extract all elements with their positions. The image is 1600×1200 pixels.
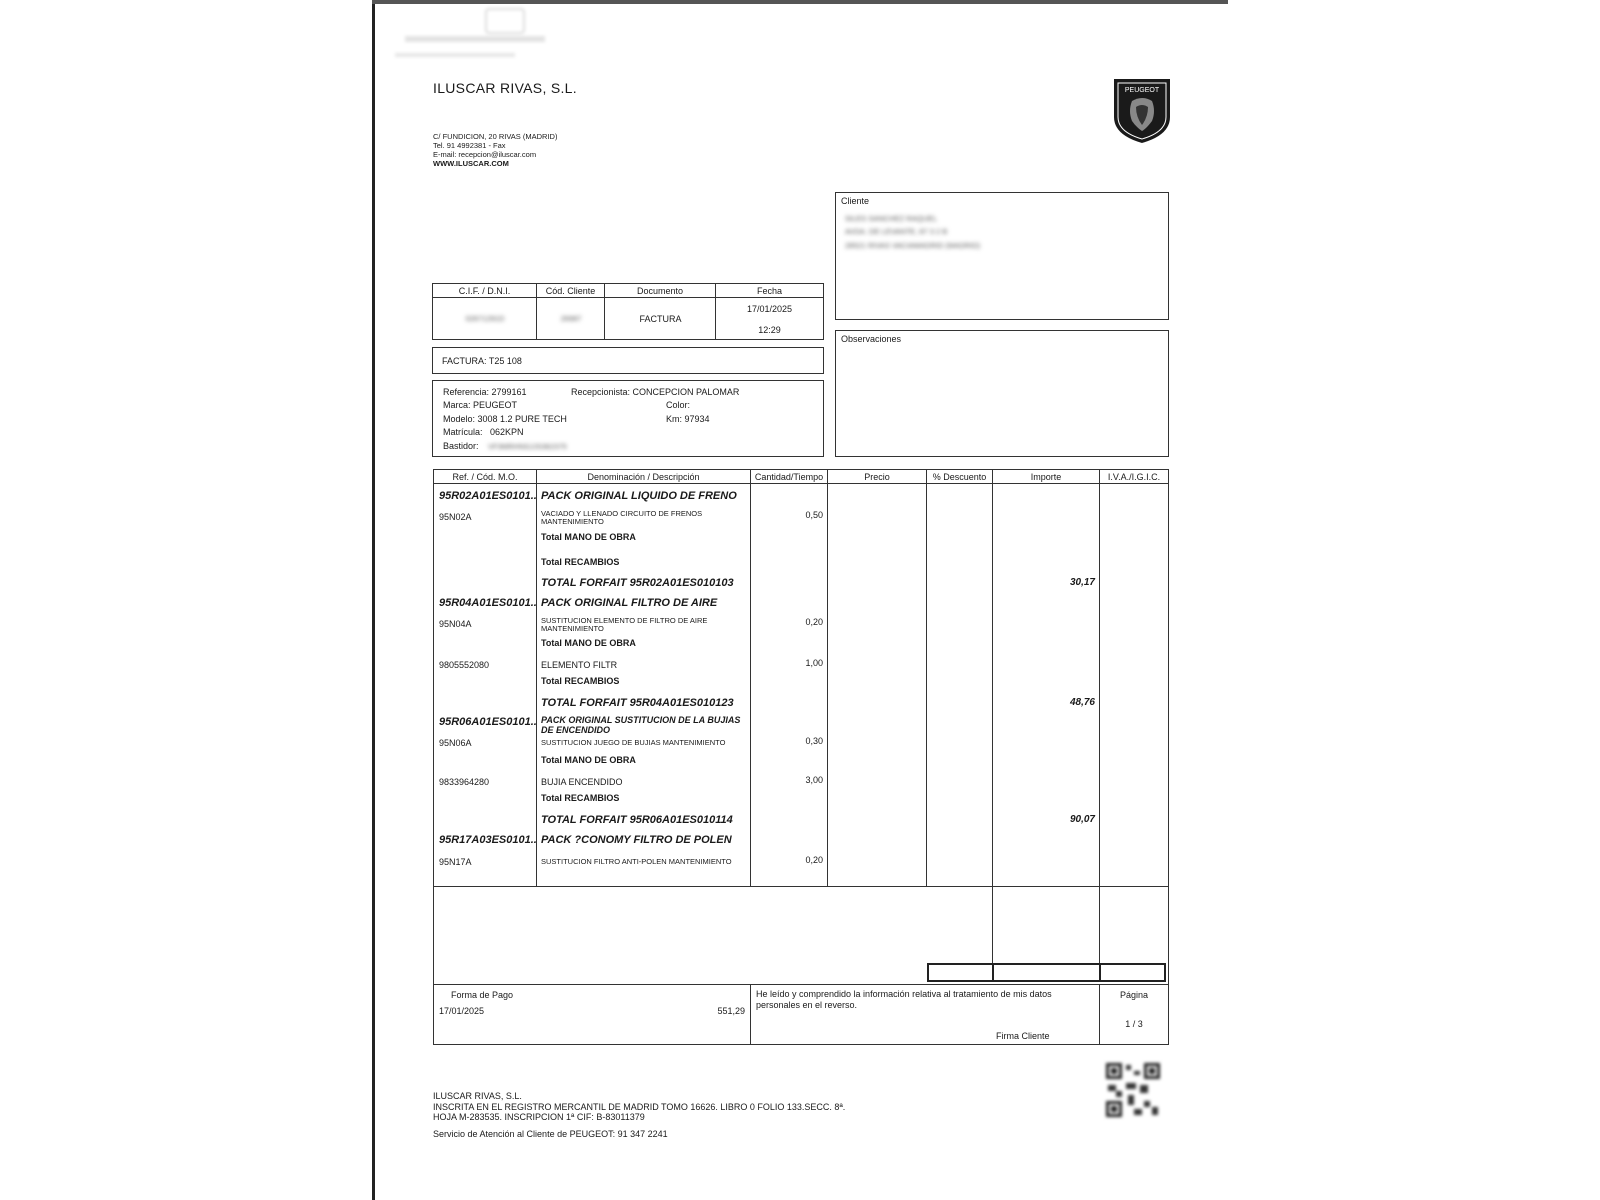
row-ref: 95N06A bbox=[439, 738, 472, 748]
document-value: FACTURA bbox=[639, 314, 682, 324]
page-label: Página bbox=[1119, 990, 1149, 1000]
row-desc: Total MANO DE OBRA bbox=[541, 755, 636, 765]
row-desc: TOTAL FORFAIT 95R02A01ES010103 bbox=[541, 577, 734, 589]
client-city: 28521 RIVAS VACIAMADRID (MADRID) bbox=[845, 241, 981, 250]
row-ref: 95R02A01ES0101.. bbox=[439, 490, 537, 502]
row-importe: 90,07 bbox=[1069, 814, 1095, 825]
row-desc: Total RECAMBIOS bbox=[541, 793, 620, 803]
vehicle-bastidor-value: VF3MRHNSJJS362375 bbox=[488, 442, 567, 451]
vehicle-color: Color: bbox=[666, 400, 691, 410]
faded-stamp bbox=[385, 8, 555, 68]
header-client-code: Cód. Cliente bbox=[537, 284, 605, 298]
document-info-table bbox=[432, 283, 824, 340]
vehicle-box bbox=[432, 380, 824, 457]
row-desc: PACK ORIGINAL SUSTITUCION DE LA BUJIAS DE ENCENDIDO bbox=[541, 715, 741, 735]
date-value: 17/01/2025 bbox=[746, 304, 793, 314]
payment-label: Forma de Pago bbox=[451, 990, 514, 1000]
observations-label: Observaciones bbox=[841, 334, 902, 344]
col-header-discount: % Descuento bbox=[927, 470, 993, 484]
row-desc: Total RECAMBIOS bbox=[541, 676, 620, 686]
paper-left-edge bbox=[372, 0, 375, 1200]
header-cif: C.I.F. / D.N.I. bbox=[433, 284, 537, 298]
company-email: E-mail: recepcion@iluscar.com bbox=[433, 150, 537, 159]
legal-company: ILUSCAR RIVAS, S.L. bbox=[433, 1091, 522, 1101]
client-code-value: 26987 bbox=[560, 314, 582, 323]
invoice-number-box bbox=[432, 347, 824, 374]
company-address: C/ FUNDICION, 20 RIVAS (MADRID) bbox=[433, 132, 558, 141]
privacy-text: He leído y comprendido la información relativa al tratamiento de mis datos personales en el reverso. bbox=[756, 989, 1052, 1010]
row-ref: 95N02A bbox=[439, 512, 472, 522]
row-desc: PACK ORIGINAL LIQUIDO DE FRENO bbox=[541, 490, 737, 502]
vehicle-referencia: Referencia: 2799161 bbox=[443, 387, 527, 397]
row-desc: SUSTITUCION JUEGO DE BUJIAS MANTENIMIENTO bbox=[541, 738, 726, 747]
col-header-importe: Importe bbox=[993, 470, 1100, 484]
client-name: SILES SANCHEZ RAQUEL bbox=[845, 214, 938, 223]
row-ref: 95R04A01ES0101.. bbox=[439, 597, 537, 609]
row-ref: 9833964280 bbox=[439, 777, 490, 787]
observations-box bbox=[835, 330, 1169, 457]
vehicle-matricula-label: Matrícula: bbox=[443, 427, 483, 437]
company-name: ILUSCAR RIVAS, S.L. bbox=[433, 80, 577, 96]
row-desc: Total MANO DE OBRA bbox=[541, 532, 636, 542]
row-importe: 30,17 bbox=[1069, 577, 1095, 588]
row-desc: PACK ORIGINAL FILTRO DE AIRE bbox=[541, 597, 718, 609]
row-qty: 1,00 bbox=[805, 658, 823, 668]
legal-registry: INSCRITA EN EL REGISTRO MERCANTIL DE MADRID TOMO 16626. LIBRO 0 FOLIO 133.SECC. 8ª. bbox=[433, 1102, 846, 1112]
qr-code bbox=[1104, 1061, 1162, 1119]
row-desc: BUJIA ENCENDIDO bbox=[541, 777, 623, 787]
col-header-iva: I.V.A./I.G.I.C. bbox=[1107, 472, 1161, 482]
row-qty: 0,20 bbox=[805, 855, 823, 865]
vehicle-matricula-value: 062KPN bbox=[490, 427, 524, 437]
vehicle-recepcionista: Recepcionista: CONCEPCION PALOMAR bbox=[571, 387, 740, 397]
time-value: 12:29 bbox=[758, 325, 781, 335]
header-document: Documento bbox=[605, 284, 716, 298]
company-phone: Tel. 91 4992381 - Fax bbox=[433, 141, 506, 150]
payment-date: 17/01/2025 bbox=[439, 1006, 485, 1016]
header-date: Fecha bbox=[756, 286, 782, 296]
row-qty: 0,20 bbox=[805, 617, 823, 627]
cif-value: 02671291D bbox=[465, 314, 505, 323]
row-ref: 95R06A01ES0101.. bbox=[439, 716, 537, 728]
vehicle-km: Km: 97934 bbox=[666, 414, 710, 424]
vehicle-marca: Marca: PEUGEOT bbox=[443, 400, 518, 410]
legal-inscription: HOJA M-283535. INSCRIPCION 1ª CIF: B-83011379 bbox=[433, 1112, 645, 1122]
row-qty: 0,50 bbox=[805, 510, 823, 520]
company-web: WWW.ILUSCAR.COM bbox=[433, 159, 509, 168]
row-desc: VACIADO Y LLENADO CIRCUITO DE FRENOS MANTENIMIENTO bbox=[541, 509, 703, 526]
page-value: 1 / 3 bbox=[1125, 1019, 1143, 1029]
payment-amount: 551,29 bbox=[717, 1006, 745, 1016]
signature-label: Firma Cliente bbox=[996, 1031, 1050, 1041]
row-desc: SUSTITUCION FILTRO ANTI-POLEN MANTENIMIENTO bbox=[541, 857, 732, 866]
logo-text: PEUGEOT bbox=[1124, 87, 1160, 94]
peugeot-logo bbox=[1110, 77, 1174, 145]
row-desc: ELEMENTO FILTR bbox=[541, 660, 618, 670]
col-header-ref: Ref. / Cód. M.O. bbox=[434, 470, 537, 484]
row-ref: 9805552080 bbox=[439, 660, 490, 670]
col-header-price: Precio bbox=[828, 470, 927, 484]
col-header-quantity: Cantidad/Tiempo bbox=[751, 470, 828, 484]
legal-customer-service: Servicio de Atención al Cliente de PEUGEOT: 91 347 2241 bbox=[433, 1129, 668, 1139]
row-desc: SUSTITUCION ELEMENTO DE FILTRO DE AIRE MANTENIMIENTO bbox=[541, 616, 708, 633]
row-ref: 95R17A03ES0101.. bbox=[439, 834, 537, 846]
row-importe: 48,76 bbox=[1069, 697, 1095, 708]
paper-top-edge bbox=[372, 0, 1228, 4]
client-label: Cliente bbox=[841, 196, 870, 206]
row-desc: PACK ?CONOMY FILTRO DE POLEN bbox=[541, 834, 732, 846]
row-ref: 95N04A bbox=[439, 619, 472, 629]
col-header-description: Denominación / Descripción bbox=[537, 470, 751, 484]
row-qty: 3,00 bbox=[805, 775, 823, 785]
row-desc: Total RECAMBIOS bbox=[541, 557, 620, 567]
items-table bbox=[433, 469, 1169, 1045]
row-qty: 0,30 bbox=[805, 736, 823, 746]
invoice-number: FACTURA: T25 108 bbox=[442, 356, 522, 366]
client-address: AVDA. DE LEVANTE, 87 3 2 B bbox=[845, 227, 948, 236]
row-ref: 95N17A bbox=[439, 857, 472, 867]
vehicle-modelo: Modelo: 3008 1.2 PURE TECH bbox=[443, 414, 567, 424]
row-desc: TOTAL FORFAIT 95R04A01ES010123 bbox=[541, 697, 734, 709]
vehicle-bastidor-label: Bastidor: bbox=[443, 441, 479, 451]
row-desc: Total MANO DE OBRA bbox=[541, 638, 636, 648]
row-desc: TOTAL FORFAIT 95R06A01ES010114 bbox=[541, 814, 733, 826]
client-box bbox=[835, 192, 1169, 320]
